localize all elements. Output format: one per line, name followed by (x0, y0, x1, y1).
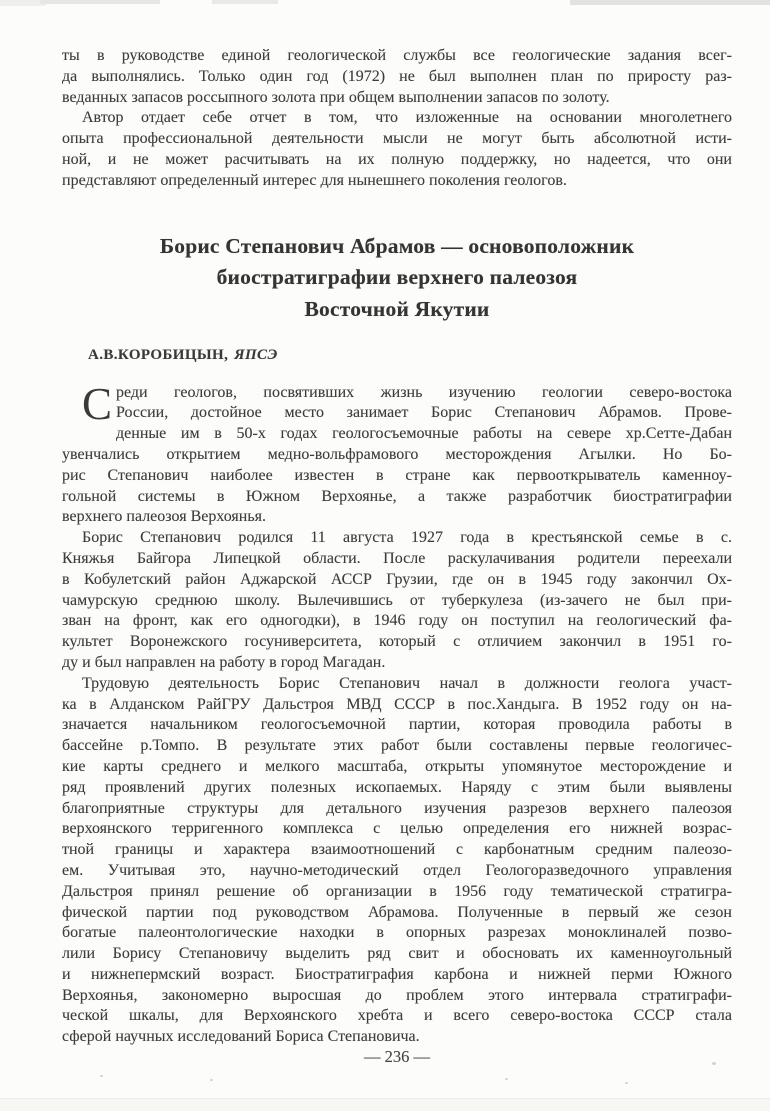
scan-bottom-edge (0, 1098, 770, 1111)
body-text-line: ем. Учитывая это, научно-методический отдел Геологоразведочного управления (62, 861, 732, 879)
scan-edge-artifact (40, 0, 160, 4)
article-body (62, 378, 732, 1049)
body-text-line: тной границы и характера взаимоотношений с карбонатным средним палеозо- (62, 841, 732, 859)
body-text-line: Борис Степанович родился 11 августа 1927 года в крестьянской семье в с. (82, 529, 732, 547)
scan-edge-artifact (570, 0, 770, 5)
body-text-line: бассейне р.Томпо. В результате этих работ были составлены первые геологичес- (62, 737, 732, 755)
body-text-line: фической партии под руководством Абрамова. Полученные в первый же сезон (62, 903, 732, 921)
dust-speck (100, 1075, 103, 1077)
body-text-line: ряд проявлений других полезных ископаемых. Наряду с этим были выявлены (62, 778, 732, 796)
drop-cap: С (82, 378, 113, 429)
body-text-line: и нижнепермский возраст. Биостратиграфия карбона и нижней перми Южного (62, 965, 732, 983)
body-text-line: России, достойное место занимает Борис Степанович Абрамов. Прове- (116, 404, 732, 422)
body-text-line: ду и был направлен на работу в город Магадан. (62, 653, 386, 671)
intro-text-line: ты в руководстве единой геологической службы все геологические задания всег- (62, 47, 732, 64)
article-title (62, 231, 732, 326)
paragraph (62, 528, 732, 674)
body-text-line: Дальстроя принял решение об организации в 1956 году тематической стратигра- (62, 882, 732, 900)
dust-speck (712, 1062, 716, 1065)
body-text-line: зван на фронт, как его одногодки), в 1946 году он поступил на геологический фа- (62, 612, 732, 630)
intro-text-line: представляют определенный интерес для нынешнего поколения геологов. (62, 171, 567, 189)
body-text-line: верхоянского терригенного комплекса с целью определения его нижней возрас- (62, 820, 732, 838)
body-text-line: кие карты среднего и мелкого масштаба, открыты упомянутое месторождение и (62, 757, 732, 775)
body-text-line: ка в Алданском РайГРУ Дальстроя МВД СССР в пос.Хандыга. В 1952 году он на- (62, 695, 732, 713)
body-text-line: верхнего палеозоя Верхоянья. (62, 508, 266, 526)
page-content (62, 46, 732, 1048)
body-text-line: значается начальником геологосъемочной партии, которая проводила работы в (62, 716, 732, 734)
body-text-line: денные им в 50-х годах геологосъемочные работы на севере хр.Сетте-Дабан (116, 425, 732, 443)
author-name: А.В.КОРОБИЦЫН, (88, 347, 229, 364)
body-text-line: сферой научных исследований Бориса Степановича. (62, 1028, 420, 1046)
paragraph (62, 108, 732, 191)
dust-speck (505, 1078, 508, 1080)
intro-text-line: да выполнялись. Только один год (1972) не был выполнен план по приросту раз- (62, 67, 732, 85)
body-text-line: богатые палеонтологические находки в опорных разрезах моноклиналей позво- (62, 924, 732, 942)
body-text-line: ческой шкалы, для Верхоянского хребта и всего северо-востока СССР стала (62, 1007, 732, 1025)
dust-speck (210, 1079, 213, 1081)
paragraph (62, 674, 732, 1048)
body-text-line: в Кобулетский район Аджарской АССР Грузии, где он в 1945 году закончил Ох- (62, 570, 732, 588)
body-text-line: Верхоянья, закономерно выросшая до проблем этого интервала стратиграфи- (62, 986, 732, 1004)
scan-edge-artifact (212, 0, 278, 4)
intro-section (62, 46, 732, 192)
body-text-line: благоприятные структуры для детального изучения разрезов верхнего палеозоя (62, 799, 732, 817)
title-line: биостратиграфии верхнего палеозоя (216, 265, 578, 290)
paragraph (62, 46, 732, 108)
organization-abbr: ЯПСЭ (234, 347, 278, 364)
body-text-line: реди геологов, посвятивших жизнь изучению геологии северо-востока (116, 383, 732, 401)
page-number: — 236 — (364, 1047, 430, 1066)
title-line: Борис Степанович Абрамов — основоположник (159, 233, 635, 258)
byline (88, 347, 732, 368)
body-text-line: рис Степанович наиболее известен в стране как первооткрыватель каменноу- (62, 466, 732, 484)
intro-text-line: Автор отдает себе отчет в том, что изложенные на основании многолетнего (82, 109, 732, 127)
body-text-line: гольной системы в Южном Верхоянье, а также разработчик биостратиграфии (62, 487, 732, 505)
body-text-line: увенчались открытием медно-вольфрамового месторождения Агылки. Но Бо- (62, 445, 732, 463)
body-text-line: чамурскую среднюю школу. Вылечившись от туберкулеза (из-зачего не был при- (62, 591, 732, 609)
page-footer (62, 1047, 732, 1067)
body-text-line: Трудовую деятельность Борис Степанович начал в должности геолога участ- (82, 674, 732, 692)
intro-text-line: опыта профессиональной деятельности мысли не могут быть абсолютной исти- (62, 130, 732, 148)
intro-text-line: ной, и не может расчитывать на их полную поддержку, но надеется, что они (62, 150, 732, 168)
body-text-line: культет Воронежского госуниверситета, который с отличием закончил в 1951 го- (62, 633, 732, 651)
body-text-line: Княжья Байгора Липецкой области. После раскулачивания родители переехали (62, 549, 732, 567)
intro-text-line: веданных запасов россыпного золота при общем выполнении запасов по золоту. (62, 88, 610, 106)
body-text-line: лили Борису Степановичу выделить ряд свит и обосновать их каменноугольный (62, 945, 732, 963)
dust-speck (625, 1082, 628, 1084)
paragraph (62, 378, 732, 529)
title-line: Восточной Якутии (304, 296, 490, 321)
